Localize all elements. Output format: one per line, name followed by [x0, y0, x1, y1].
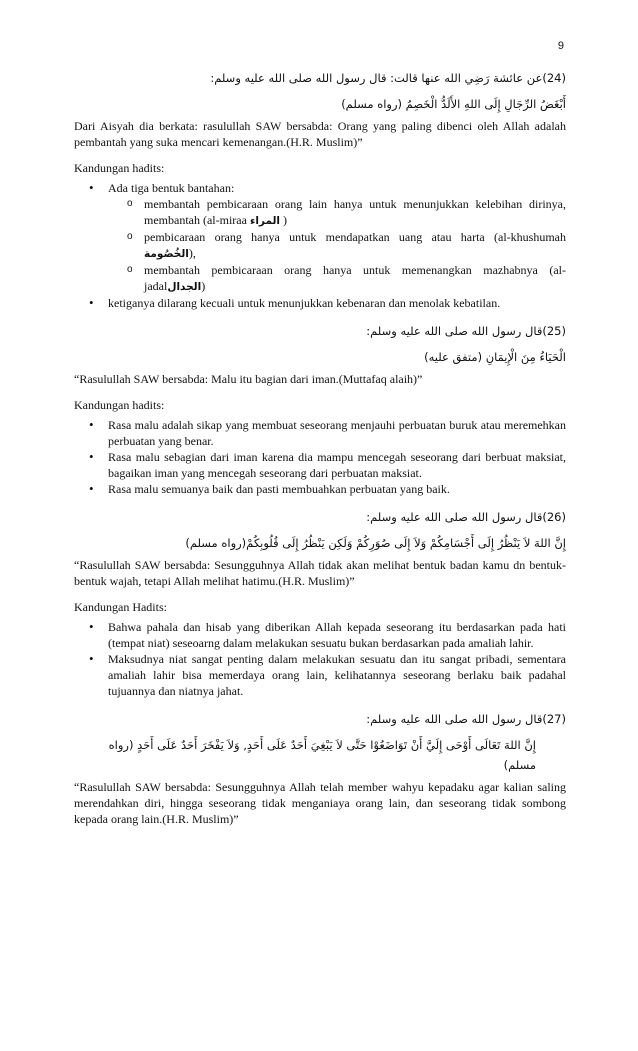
hadith-27: [74, 709, 566, 827]
bullet-item: • Bahwa pahala dan hisab yang diberikan Allah kepada seseorang itu berdasarkan pada hati (tempat niat) seseoarng dalam melakukan sesuatu bukan berdasarkan pada amaliah lahir.: [108, 619, 566, 651]
page-content: [74, 68, 566, 827]
hadith-26-intro: (26)قال رسول الله صلى الله عليه وسلم:: [366, 510, 566, 524]
hadith-25-intro: (25)قال رسول الله صلى الله عليه وسلم:: [366, 324, 566, 338]
hadith-24-kandungan-label: Kandungan hadits:: [74, 161, 165, 175]
hadith-25: [74, 321, 566, 497]
hadith-26-kandungan-label: Kandungan Hadits:: [74, 600, 167, 614]
hadith-24-translation: Dari Aisyah dia berkata: rasulullah SAW bersabda: Orang yang paling dibenci oleh Allah adalah pembantah yang suka mencari kemenangan.(H.R. Muslim)”: [74, 119, 566, 149]
sub-list: [108, 196, 566, 295]
bullet-item: [108, 180, 566, 295]
bullet-item: [108, 295, 566, 311]
hadith-25-arabic: الْحَيَاءُ مِنَ الْإِيمَانِ (متفق عليه): [424, 350, 566, 364]
bullet-item: • Rasa malu semuanya baik dan pasti membuahkan perbuatan yang baik.: [108, 481, 566, 497]
sub-item: [144, 229, 566, 262]
sub-text: membantah pembicaraan orang hanya untuk memenangkan mazhabnya (al-jadal: [144, 263, 566, 293]
hadith-27-translation: “Rasulullah SAW bersabda: Sesungguhnya Allah telah member wahyu kepadaku agar kalian saling merendahkan diri, hingga seseorang tidak menganiaya orang lain, dan seseorang tidak sombong kepada orang lain.(H.R. Muslim)”: [74, 780, 566, 826]
hadith-26-arabic: إِنَّ اللهَ لاَ يَنْظُرُ إِلَى أَجْسَامِكُمْ وَلاَ إِلَى صُوَرِكُمْ وَلَكِن يَنْظُرُ إِلَى قُلُوبِكُمْ(رواه مسلم): [185, 536, 566, 550]
page-number: 9: [557, 40, 564, 52]
hadith-25-bullets: [74, 417, 566, 497]
hadith-25-kandungan-label: Kandungan hadits:: [74, 398, 165, 412]
bullet-item: • Rasa malu adalah sikap yang membuat seseorang menjauhi perbuatan buruk atau meremehkan perbuatan yang benar.: [108, 417, 566, 449]
hadith-24-bullets: [74, 180, 566, 311]
hadith-24-intro: (24)عن عائشة رَضِي الله عنها قالت: قال رسول الله صلى الله عليه وسلم:: [210, 71, 566, 85]
arabic-term: المراء: [249, 215, 281, 227]
sub-item: [144, 196, 566, 229]
arabic-term: الجدال: [167, 281, 202, 293]
sub-text: pembicaraan orang hanya untuk mendapatkan uang atau harta (al-khushumah: [144, 230, 566, 244]
sub-text-end: ),: [188, 246, 196, 260]
sub-text-end: ): [201, 279, 206, 293]
hadith-26-bullets: [74, 619, 566, 699]
hadith-24: [74, 68, 566, 311]
hadith-25-translation: “Rasulullah SAW bersabda: Malu itu bagian dari iman.(Muttafaq alaih)”: [74, 372, 423, 386]
hadith-24-arabic: أَبْغَضُ الرِّجَالِ إِلَى اللهِ الأَلَدُّ الْخَصِمُ (رواه مسلم): [341, 97, 566, 111]
hadith-26-translation: “Rasulullah SAW bersabda: Sesungguhnya Allah tidak akan melihat bentuk badan kamu dn bentuk-bentuk wajah, tetapi Allah melihat hatimu.(H.R. Muslim)”: [74, 558, 566, 588]
sub-item: [144, 262, 566, 295]
bullet-text: Ada tiga bentuk bantahan:: [108, 181, 235, 195]
sub-text-end: ): [283, 213, 288, 227]
bullet-item: • Maksudnya niat sangat penting dalam melakukan sesuatu dan itu sangat pribadi, sementara amaliah lahir bisa memerdaya orang lain, kelihatannya seseorang berlaku baik padahal tujuannya dan niatnya jahat.: [108, 651, 566, 699]
bullet-text: ketiganya dilarang kecuali untuk menunjukkan kebenaran dan menolak kebatilan.: [108, 296, 501, 310]
hadith-27-arabic: إِنَّ اللهَ تَعَالَى أَوْحَى إِلَيَّ أَنْ تَوَاضَعُوْا حَتَّى لاَ يَبْغِيَ أَحَدٌ عَلَى أَحَدٍ, وَلاَ يَفْخَرَ أَحَدٌ عَلَى أَحَدٍ (رواه مسلم): [108, 738, 536, 772]
bullet-item: • Rasa malu sebagian dari iman karena dia mampu mencegah seseorang dari berbuat maksiat, bagaikan iman yang mencegah seseorang dari perbuatan maksiat.: [108, 449, 566, 481]
hadith-26: [74, 507, 566, 699]
arabic-term: الخُصُومة: [144, 248, 189, 260]
hadith-27-intro: (27)قال رسول الله صلى الله عليه وسلم:: [366, 712, 566, 726]
sub-text: membantah pembicaraan orang lain hanya untuk menunjukkan kelebihan dirinya, membantah (al-miraa: [144, 197, 566, 227]
